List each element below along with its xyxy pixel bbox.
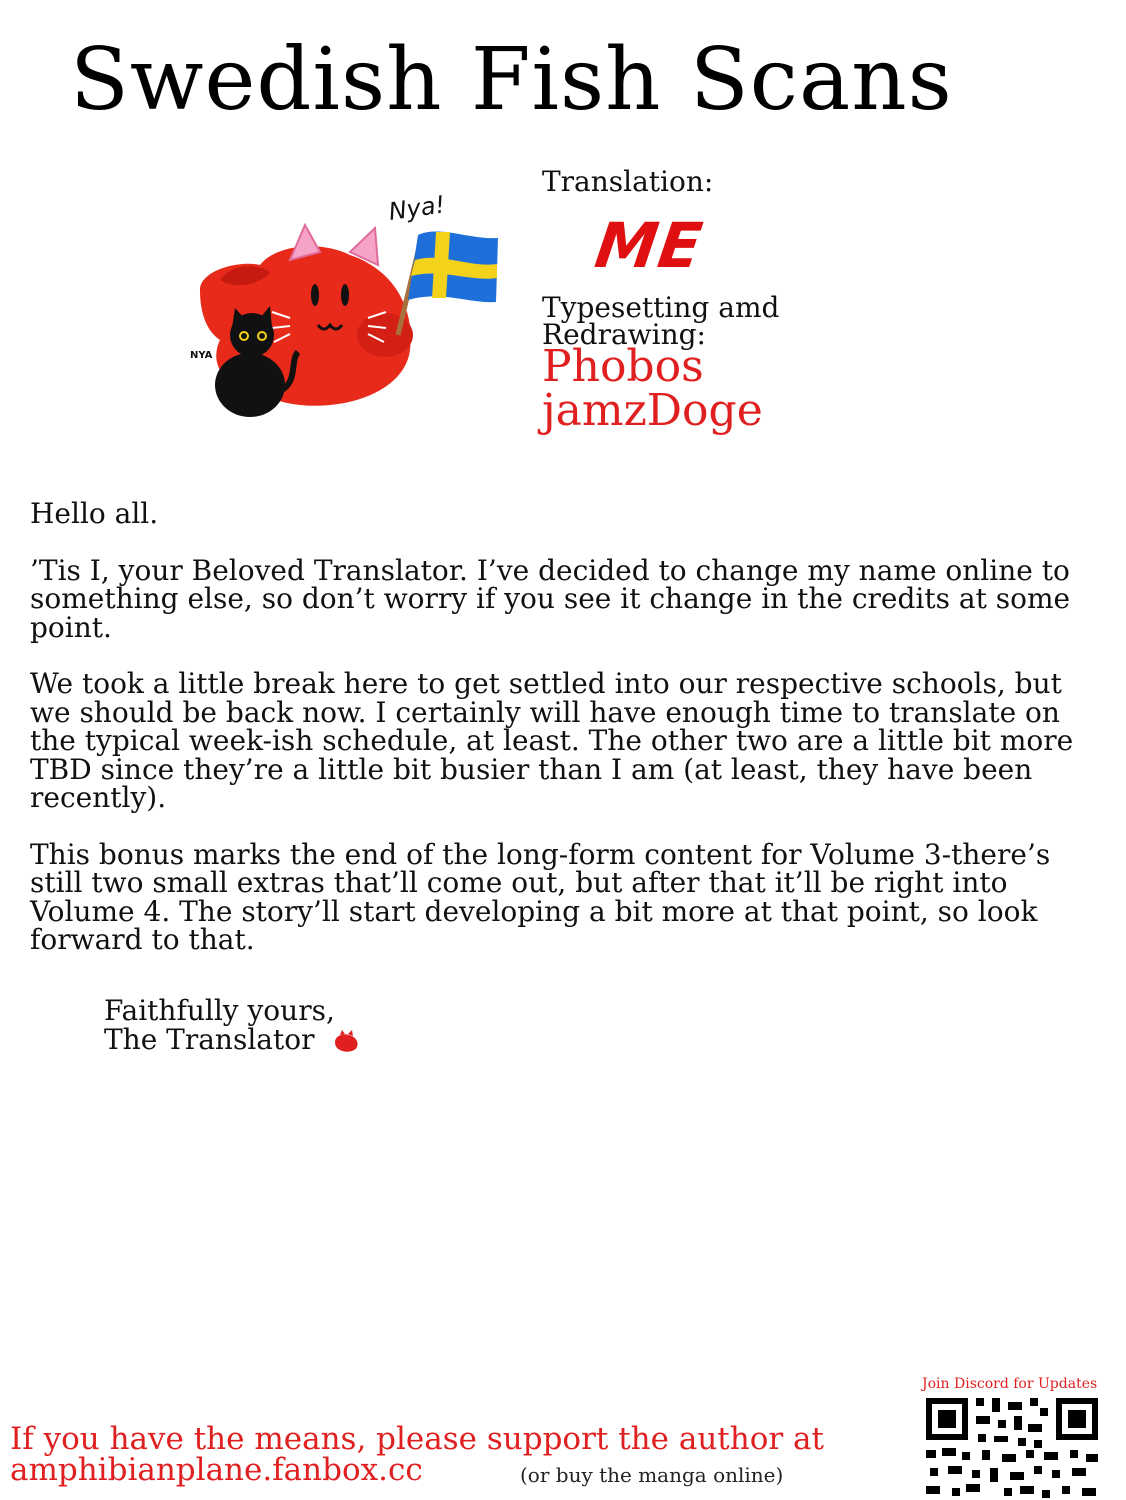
letter-body [30, 497, 1090, 983]
letter-paragraph: This bonus marks the end of the long-form content for Volume 3-there’s still two small extras that’ll come out, but after that it’ll be right into Volume 4. The story’ll start developing a bit more at that point, so look forward to that. [30, 837, 1051, 956]
translation-label: Translation: [542, 165, 714, 198]
typesetting-label: Typesetting amd Redrawing: [542, 291, 780, 351]
author-fanbox-link[interactable]: amphibianplane.fanbox.cc [10, 1452, 423, 1488]
letter-signoff [104, 996, 361, 1054]
signoff-signature: The Translator [104, 1023, 315, 1056]
page-title: Swedish Fish Scans [70, 30, 953, 130]
mascot-illustration [180, 190, 510, 430]
discord-qr-code[interactable] [922, 1394, 1102, 1500]
signoff-line: Faithfully yours, [104, 994, 335, 1027]
support-text: If you have the means, please support the author at [10, 1421, 824, 1457]
typesetter-name: jamzDoge [542, 385, 763, 436]
fish-icon [331, 1030, 361, 1054]
nya-speech-text: Nya! [386, 190, 447, 226]
letter-paragraph: We took a little break here to get settled into our respective schools, but we should be back now. I certainly will have enough time to translate on the typical week-ish schedule, at least. The other two are a little bit more TBD since they’re a little bit busier than I am (at least, they have been recently). [30, 667, 1074, 814]
typesetter-name: Phobos [542, 341, 704, 392]
letter-paragraph: ’Tis I, your Beloved Translator. I’ve decided to change my name online to something else, so don’t worry if you see it change in the credits at some point. [30, 553, 1071, 644]
translator-name: ME [590, 209, 708, 282]
discord-label: Join Discord for Updates [922, 1376, 1098, 1392]
small-nya-text: NYA [190, 350, 213, 361]
swedish-flag-icon [398, 232, 498, 335]
letter-paragraph: Hello all. [30, 497, 159, 530]
buy-manga-note: (or buy the manga online) [520, 1463, 784, 1487]
